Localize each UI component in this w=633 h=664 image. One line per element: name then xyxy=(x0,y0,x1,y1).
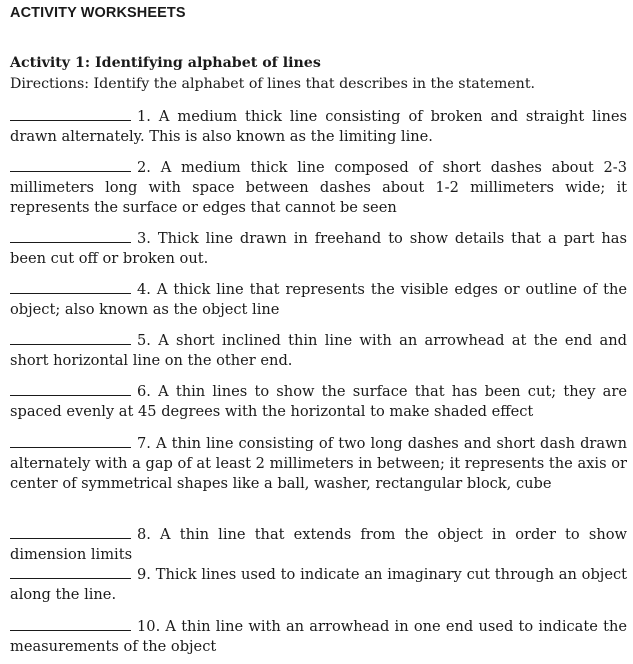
answer-blank-10[interactable] xyxy=(10,618,131,631)
question-item-8 xyxy=(10,525,627,565)
question-text-9: 9. Thick lines used to indicate an imaginary cut through an object along the line. xyxy=(10,566,627,604)
question-text-4: 4. A thick line that represents the visible edges or outline of the object; also known as the object line xyxy=(10,281,627,319)
worksheet-header: ACTIVITY WORKSHEETS xyxy=(10,5,186,21)
activity-title: Activity 1: Identifying alphabet of lines xyxy=(10,55,321,71)
answer-blank-3[interactable] xyxy=(10,230,131,243)
question-item-10 xyxy=(10,617,627,657)
answer-blank-8[interactable] xyxy=(10,526,131,539)
question-text-5: 5. A short inclined thin line with an arrowhead at the end and short horizontal line on the other end. xyxy=(10,332,627,370)
question-item-5 xyxy=(10,331,627,371)
question-text-8: 8. A thin line that extends from the object in order to show dimension limits xyxy=(10,526,627,564)
question-item-2 xyxy=(10,158,627,219)
question-text-6: 6. A thin lines to show the surface that has been cut; they are spaced evenly at 45 degrees with the horizontal to make shaded effect xyxy=(10,383,627,421)
question-text-2: 2. A medium thick line composed of short dashes about 2-3 millimeters long with space between dashes about 1-2 millimeters wide; it represents the surface or edges that cannot be seen xyxy=(10,159,627,217)
answer-blank-1[interactable] xyxy=(10,108,131,121)
answer-blank-5[interactable] xyxy=(10,332,131,345)
question-text-10: 10. A thin line with an arrowhead in one end used to indicate the measurements of the object xyxy=(10,618,627,656)
activity-directions: Directions: Identify the alphabet of lines that describes in the statement. xyxy=(10,76,536,92)
question-item-7 xyxy=(10,434,627,495)
question-item-9 xyxy=(10,565,627,605)
answer-blank-9[interactable] xyxy=(10,566,131,579)
question-text-1: 1. A medium thick line consisting of broken and straight lines drawn alternately. This is also known as the limiting line. xyxy=(10,108,627,146)
question-item-6 xyxy=(10,382,627,422)
answer-blank-7[interactable] xyxy=(10,435,131,448)
question-text-7: 7. A thin line consisting of two long dashes and short dash drawn alternately with a gap of at least 2 millimeters in between; it represents the axis or center of symmetrical shapes like a ball, washer, rectangular block, cube xyxy=(10,435,627,493)
answer-blank-6[interactable] xyxy=(10,383,131,396)
question-text-3: 3. Thick line drawn in freehand to show details that a part has been cut off or broken out. xyxy=(10,230,627,268)
question-item-4 xyxy=(10,280,627,320)
answer-blank-2[interactable] xyxy=(10,159,131,172)
answer-blank-4[interactable] xyxy=(10,281,131,294)
question-item-3 xyxy=(10,229,627,269)
question-item-1 xyxy=(10,107,627,147)
